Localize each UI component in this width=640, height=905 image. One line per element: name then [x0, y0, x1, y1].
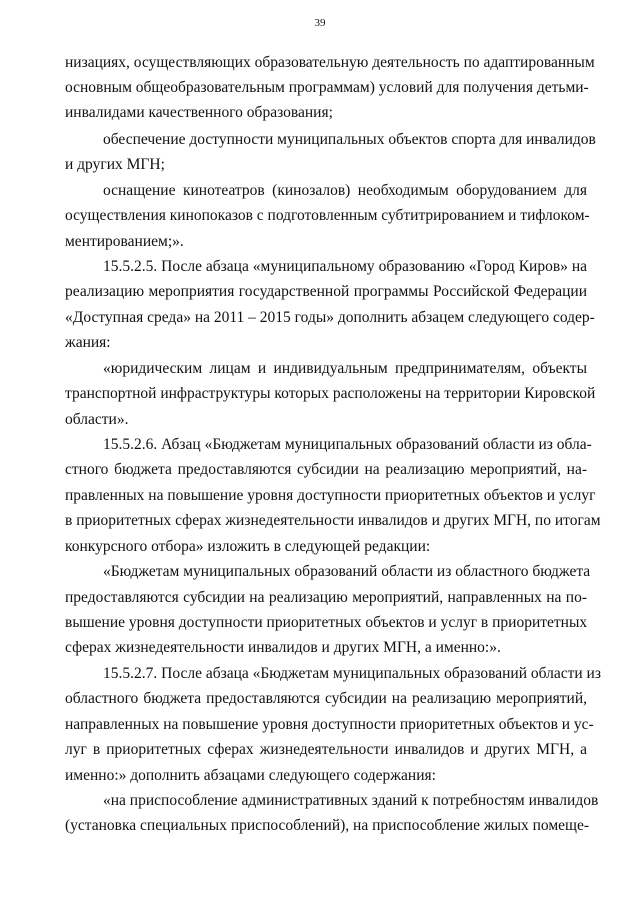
text-line: ментированием;». — [65, 233, 184, 250]
text-line: конкурсного отбора» изложить в следующей редакции: — [65, 538, 431, 555]
text-line: сферах жизнедеятельности инвалидов и других МГН, а именно:». — [65, 639, 501, 656]
text-line: 15.5.2.6. Абзац «Бюджетам муниципальных образований области из обла- — [103, 436, 592, 453]
text-line: 15.5.2.7. После абзаца «Бюджетам муниципальных образований области из — [103, 665, 601, 682]
text-line: «Доступная среда» на 2011 – 2015 годы» дополнить абзацем следующего содер- — [65, 309, 595, 326]
text-line: (установка специальных приспособлений), на приспособление жилых помеще- — [65, 817, 590, 834]
text-line: предоставляются субсидии на реализацию мероприятий, направленных на по- — [65, 589, 587, 606]
text-line: реализацию мероприятия государственной программы Российской Федерации — [65, 283, 587, 300]
text-line: областного бюджета предоставляются субсидии на реализацию мероприятий, — [65, 690, 587, 707]
text-line: правленных на повышение уровня доступности приоритетных объектов и услуг — [65, 487, 596, 504]
text-line: низациях, осуществляющих образовательную деятельность по адаптированным — [65, 54, 595, 71]
text-line: жания: — [65, 334, 111, 351]
text-line: стного бюджета предоставляются субсидии на реализацию мероприятий, на- — [65, 461, 587, 478]
text-line: области». — [65, 411, 129, 428]
text-line: луг в приоритетных сферах жизнедеятельности инвалидов и других МГН, а — [65, 741, 587, 758]
text-line: вышение уровня доступности приоритетных объектов и услуг в приоритетных — [65, 614, 588, 631]
text-line: в приоритетных сферах жизнедеятельности инвалидов и других МГН, по итогам — [65, 512, 601, 529]
text-line: основным общеобразовательным программам) условий для получения детьми- — [65, 79, 589, 96]
text-line: транспортной инфраструктуры которых расположены на территории Кировской — [65, 385, 596, 402]
text-line: «юридическим лицам и индивидуальным предпринимателям, объекты — [103, 360, 587, 377]
text-line: обеспечение доступности муниципальных объектов спорта для инвалидов — [103, 131, 596, 148]
text-line: «Бюджетам муниципальных образований области из областного бюджета — [103, 563, 591, 580]
text-line: 15.5.2.5. После абзаца «муниципальному образованию «Город Киров» на — [103, 258, 587, 275]
text-line: инвалидами качественного образования; — [65, 104, 333, 121]
text-line: оснащение кинотеатров (кинозалов) необходимым оборудованием для — [103, 182, 587, 199]
text-line: и других МГН; — [65, 156, 165, 173]
page-number: 39 — [314, 17, 326, 29]
text-line: осуществления кинопоказов с подготовленным субтитрированием и тифлоком- — [65, 207, 590, 224]
text-line: направленных на повышение уровня доступности приоритетных объектов и ус- — [65, 716, 594, 733]
text-line: именно:» дополнить абзацами следующего содержания: — [65, 767, 436, 784]
text-line: «на приспособление административных зданий к потребностям инвалидов — [103, 792, 599, 809]
